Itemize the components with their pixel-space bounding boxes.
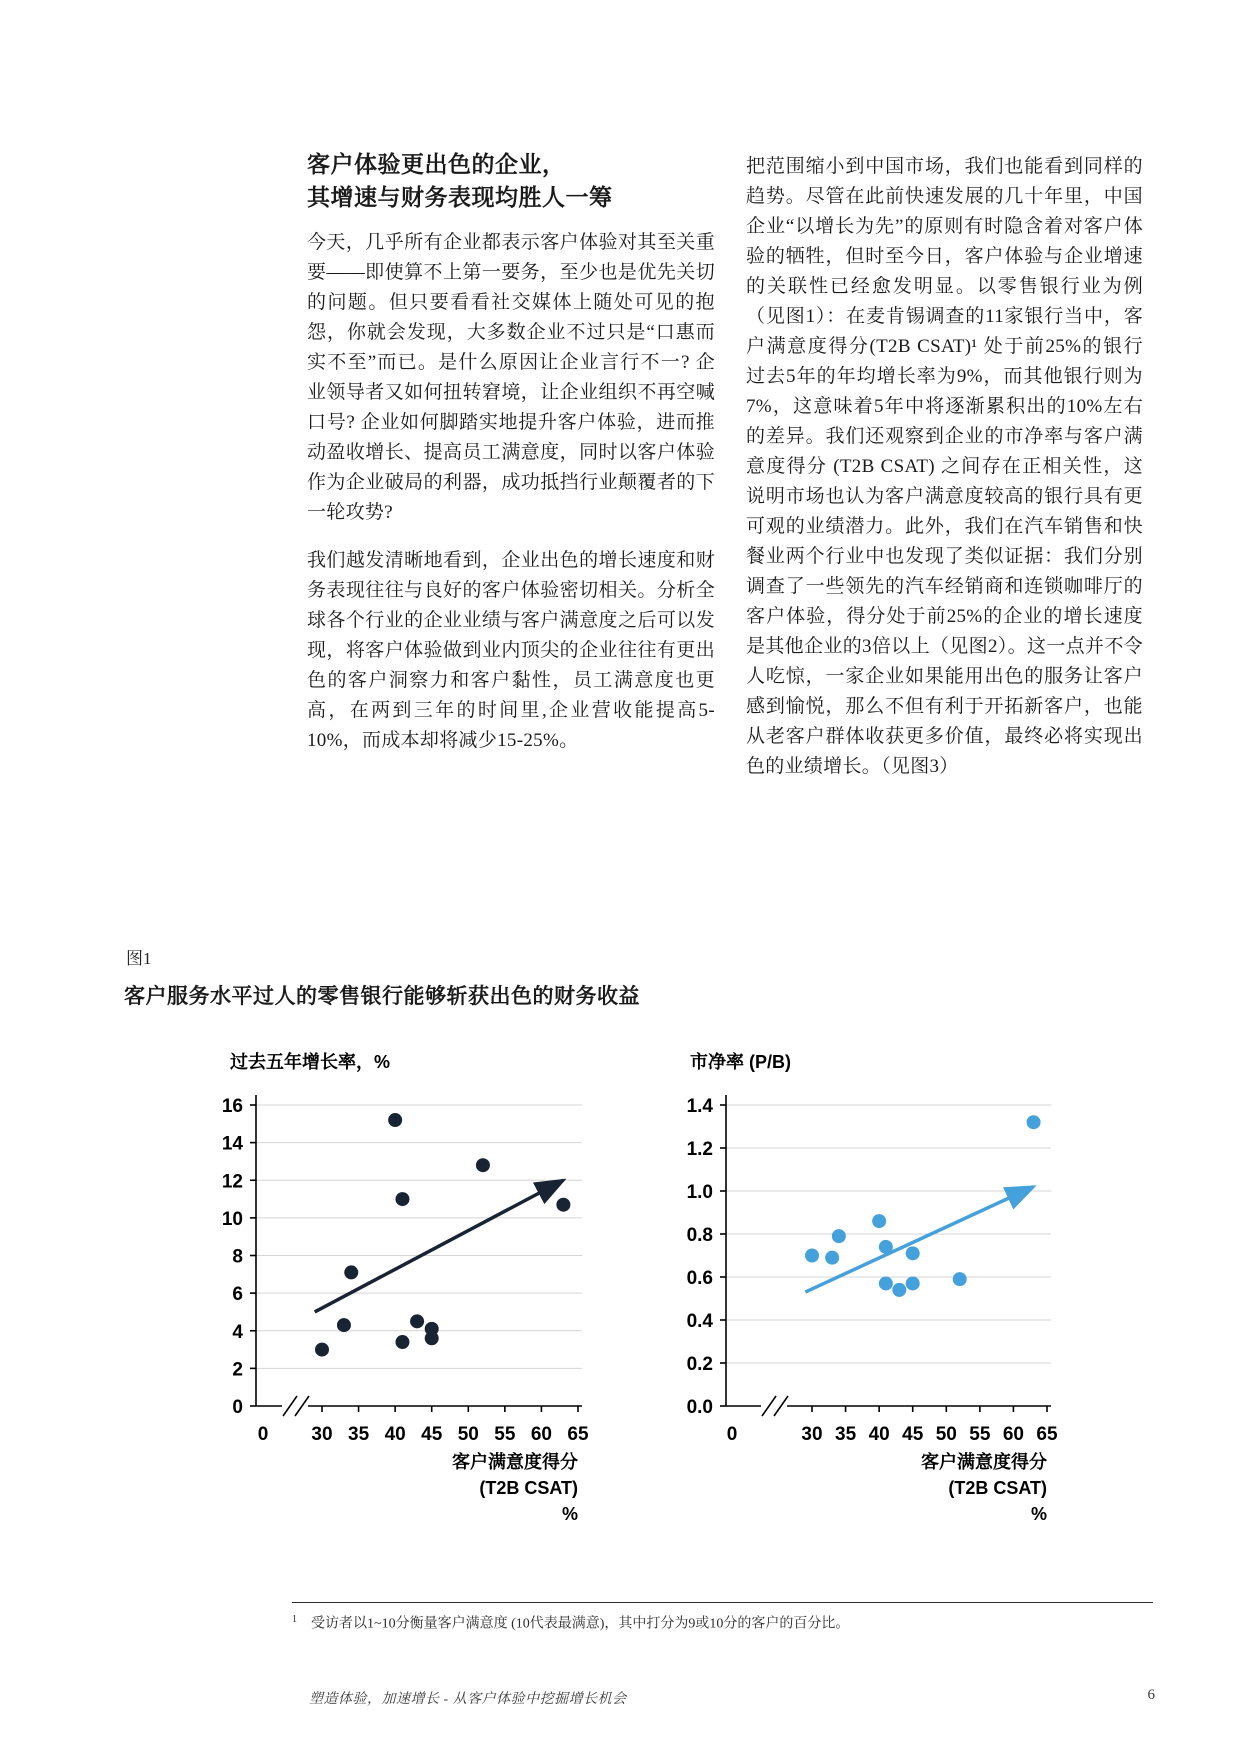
data-point	[337, 1318, 351, 1332]
y-tick-label: 0	[232, 1397, 243, 1418]
y-tick-label: 4	[232, 1321, 243, 1343]
data-point	[476, 1158, 490, 1172]
y-tick-label: 0.0	[686, 1397, 713, 1418]
x-tick-label: 30	[801, 1424, 823, 1445]
data-point	[832, 1229, 846, 1243]
y-tick-label: 0.8	[686, 1225, 713, 1246]
footnote-divider	[292, 1602, 1153, 1603]
x-axis-label: 客户满意度得分	[921, 1452, 1047, 1472]
data-point	[892, 1283, 906, 1297]
x-tick-label: 45	[421, 1424, 443, 1445]
pb-scatter-chart	[618, 1038, 1060, 1543]
body-paragraph: 把范围缩小到中国市场，我们也能看到同样的趋势。尽管在此前快速发展的几十年里，中国企业“以增长为先”的原则有时隐含着对客户体验的牺牲，但时至今日，客户体验与企业增速的关联性已经愈发明显。以零售银行业为例（见图1）：在麦肯锡调查的11家银行当中，客户满意度得分(T2B CSAT)¹ 处于前25%的银行过去5年的年均增长率为9%，而其他银行则为7%，这意味着5年中将逐渐累积出的10%左右的差异。我们还观察到企业的市净率与客户满意度得分 (T2B CSAT) 之间存在正相关性，这说明市场也认为客户满意度较高的银行具有更可观的业绩潜力。此外，我们在汽车销售和快餐业两个行业中也发现了类似证据：我们分别调查了一些领先的汽车经销商和连锁咖啡厅的客户体验，得分处于前25%的企业的增长速度是其他企业的3倍以上（见图2）。这一点并不令人吃惊，一家企业如果能用出色的服务让客户感到愉悦，那么不但有利于开拓新客户，也能从老客户群体收获更多价值，最终必将实现出色的业绩增长。（见图3）	[746, 156, 1143, 777]
y-tick-label: 1.4	[686, 1096, 713, 1117]
growth-scatter-chart	[168, 1038, 604, 1543]
figure-title: 客户服务水平过人的零售银行能够斩获出色的财务收益	[124, 984, 640, 1008]
y-tick-label: 12	[221, 1171, 243, 1193]
data-point	[1027, 1115, 1041, 1129]
data-point	[825, 1251, 839, 1265]
x-axis-label: (T2B CSAT)	[479, 1478, 578, 1498]
axis-break-icon	[295, 1396, 309, 1416]
heading-line-2: 其增速与财务表现均胜人一筹	[307, 185, 613, 210]
heading-line-1: 客户体验更出色的企业，	[307, 152, 566, 177]
growth-chart-container	[168, 1038, 604, 1548]
y-tick-label: 2	[232, 1359, 243, 1381]
x-tick-label: 45	[902, 1424, 924, 1445]
axis-break-icon	[774, 1396, 788, 1416]
data-point	[953, 1272, 967, 1286]
section-heading	[307, 148, 715, 214]
body-paragraph: 我们越发清晰地看到，企业出色的增长速度和财务表现往往与良好的客户体验密切相关。分析全球各个行业的企业业绩与客户满意度之后可以发现，将客户体验做到业内顶尖的企业往往有更出色的客户洞察力和客户黏性，员工满意度也更高，在两到三年的时间里,企业营收能提高5-10%，而成本却将减少15-25%。	[307, 550, 715, 751]
data-point	[410, 1314, 424, 1328]
x-tick-label: 30	[311, 1424, 333, 1445]
data-point	[805, 1249, 819, 1263]
data-point	[906, 1246, 920, 1260]
x-axis-label: 客户满意度得分	[452, 1452, 578, 1472]
data-point	[344, 1265, 358, 1279]
axis-break-icon	[283, 1396, 297, 1416]
data-point	[879, 1276, 893, 1290]
chart-title: 市净率 (P/B)	[690, 1052, 791, 1072]
y-tick-label: 8	[232, 1246, 243, 1268]
trend-arrow	[315, 1180, 564, 1312]
y-tick-label: 1.2	[686, 1139, 713, 1160]
data-point	[906, 1276, 920, 1290]
data-point	[395, 1335, 409, 1349]
x-tick-label: 50	[457, 1424, 479, 1445]
y-tick-label: 6	[232, 1284, 243, 1306]
page-number: 6	[1147, 1687, 1155, 1703]
x-tick-label: 65	[1036, 1424, 1058, 1445]
x-tick-label: 55	[969, 1424, 991, 1445]
y-tick-label: 0.6	[686, 1268, 713, 1289]
footnote	[292, 1610, 1153, 1634]
x-tick-label: 35	[835, 1424, 857, 1445]
x-tick-label: 55	[494, 1424, 516, 1445]
pb-chart-container	[618, 1038, 1060, 1548]
data-point	[388, 1113, 402, 1127]
x-origin-label: 0	[726, 1424, 738, 1445]
y-tick-label: 0.4	[686, 1311, 713, 1332]
figure-label: 图1	[126, 949, 152, 968]
footnote-marker: 1	[292, 1614, 297, 1625]
y-tick-label: 1.0	[686, 1182, 713, 1203]
data-point	[425, 1331, 439, 1345]
axis-break-icon	[762, 1396, 776, 1416]
x-tick-label: 60	[530, 1424, 552, 1445]
x-tick-label: 35	[348, 1424, 370, 1445]
body-paragraph: 今天，几乎所有企业都表示客户体验对其至关重要——即使算不上第一要务，至少也是优先关切的问题。但只要看看社交媒体上随处可见的抱怨，你就会发现，大多数企业不过只是“口惠而实不至”而已。是什么原因让企业言行不一? 企业领导者又如何扭转窘境，让企业组织不再空喊口号? 企业如何脚踏实地提升客户体验，进而推动盈收增长、提高员工满意度，同时以客户体验作为企业破局的利器，成功抵挡行业颠覆者的下一轮攻势?	[307, 232, 715, 523]
y-tick-label: 0.2	[686, 1354, 713, 1375]
data-point	[395, 1192, 409, 1206]
x-tick-label: 60	[1002, 1424, 1024, 1445]
x-tick-label: 65	[567, 1424, 589, 1445]
x-tick-label: 40	[868, 1424, 890, 1445]
x-origin-label: 0	[257, 1424, 269, 1445]
footer-title: 塑造体验，加速增长 - 从客户体验中挖掘增长机会	[309, 1692, 627, 1707]
y-tick-label: 10	[221, 1208, 243, 1230]
data-point	[872, 1214, 886, 1228]
chart-title: 过去五年增长率，%	[230, 1052, 391, 1072]
x-axis-label: %	[1030, 1504, 1047, 1524]
x-axis-label: (T2B CSAT)	[948, 1478, 1047, 1498]
right-column	[746, 152, 1143, 782]
x-axis-label: %	[561, 1504, 578, 1524]
x-tick-label: 50	[935, 1424, 957, 1445]
y-tick-label: 14	[221, 1133, 243, 1155]
x-tick-label: 40	[384, 1424, 406, 1445]
data-point	[315, 1343, 329, 1357]
left-column	[307, 148, 715, 756]
data-point	[556, 1198, 570, 1212]
data-point	[879, 1240, 893, 1254]
footnote-text: 受访者以1~10分衡量客户满意度 (10代表最满意)，其中打分为9或10分的客户的百分比。	[311, 1616, 850, 1632]
y-tick-label: 16	[221, 1096, 243, 1117]
